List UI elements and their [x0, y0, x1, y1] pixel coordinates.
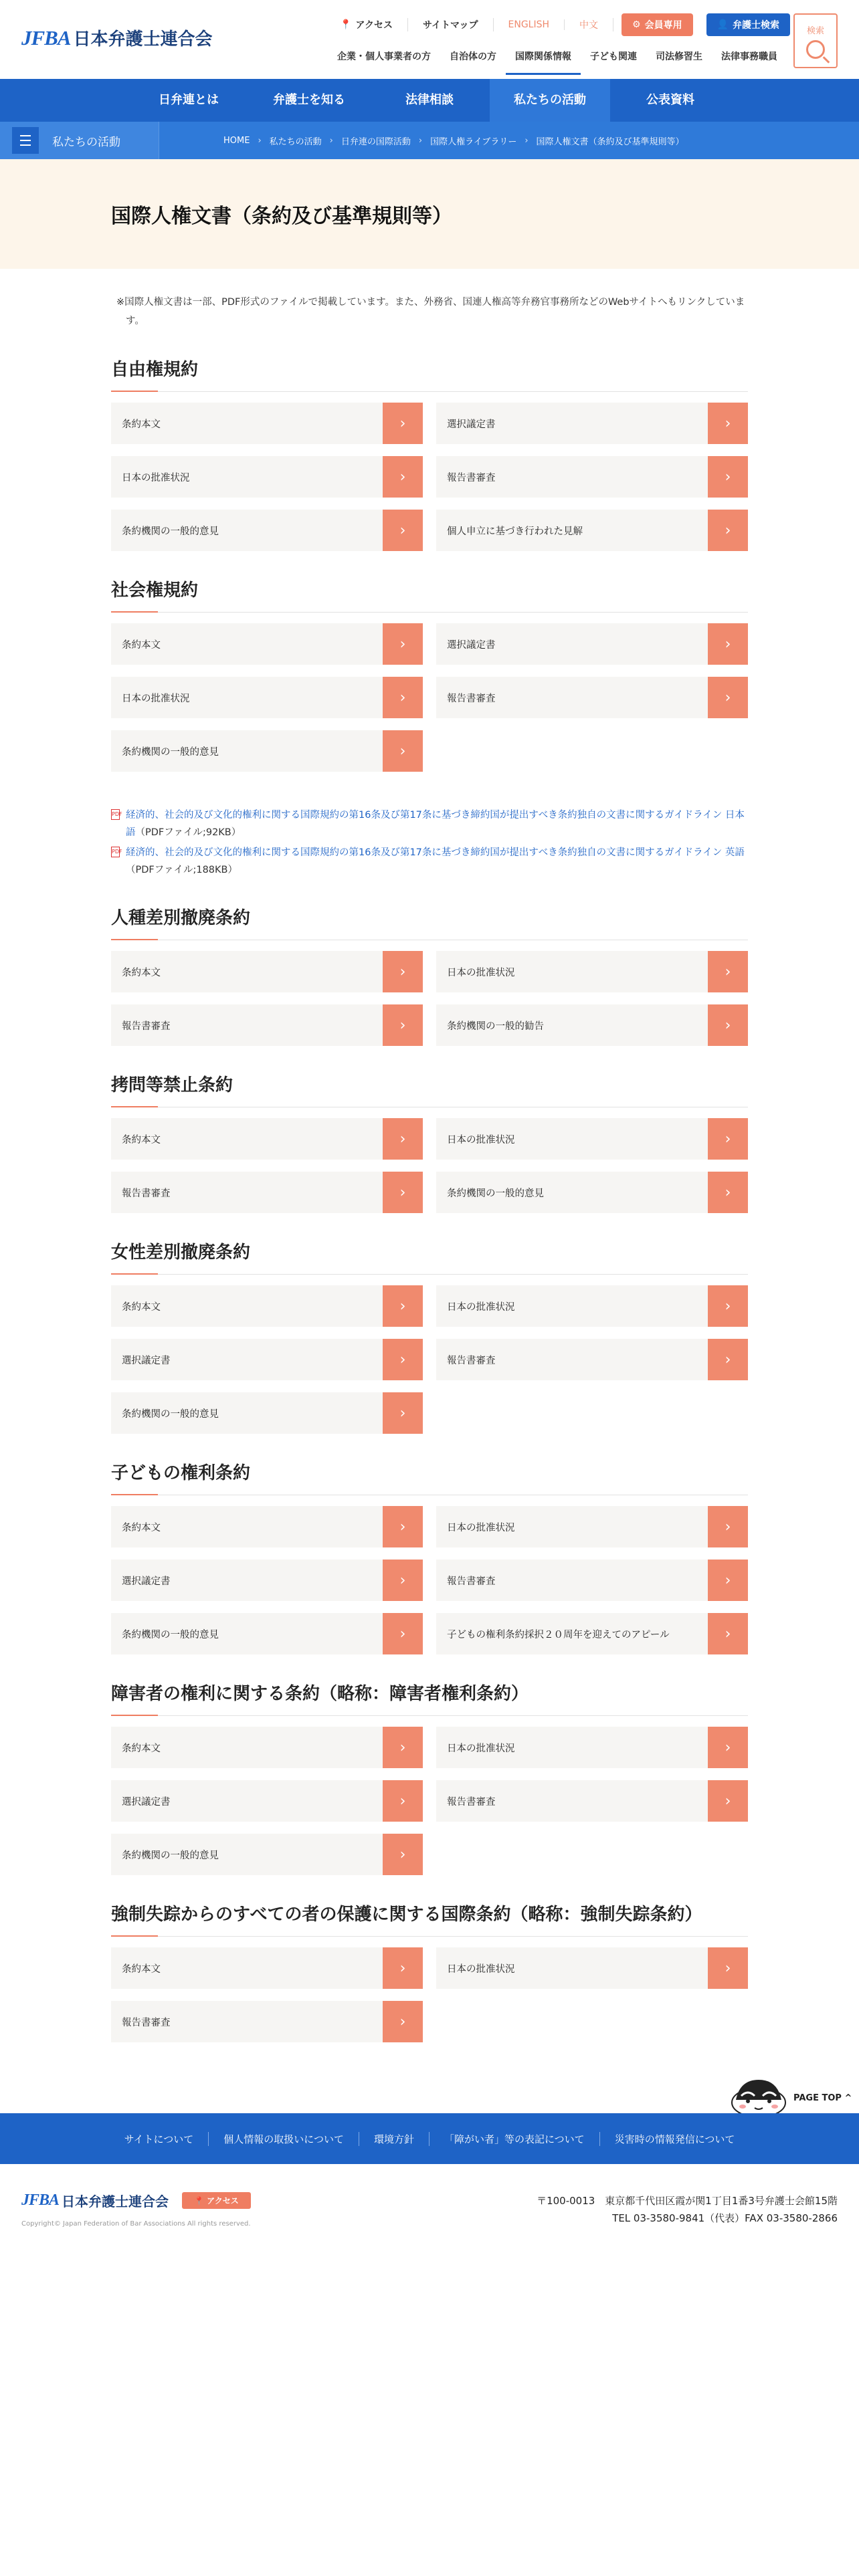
- breadcrumb-current: 国際人権文書（条約及び基準規則等）: [536, 136, 684, 147]
- treaty-section: [111, 1459, 748, 1654]
- contact-line: TEL 03-3580-9841（代表）FAX 03-3580-2866: [612, 2212, 838, 2224]
- link-card-label: 条約機関の一般的意見: [122, 746, 219, 758]
- link-card[interactable]: [111, 1780, 423, 1822]
- chevron-right-icon: ›: [708, 1947, 748, 1989]
- breadcrumb-separator-icon: ›: [258, 135, 262, 146]
- sections-container: [111, 356, 748, 2042]
- subnav-staff[interactable]: 法律事務職員: [721, 51, 777, 62]
- footer-access-button[interactable]: [182, 2192, 251, 2209]
- link-card-label: 条約本文: [122, 1134, 161, 1146]
- link-card-label: 条約機関の一般的勧告: [447, 1021, 544, 1032]
- chinese-link[interactable]: 中文: [565, 18, 613, 31]
- link-card[interactable]: [111, 1506, 423, 1547]
- logo-text: 日本弁護士連合会: [73, 29, 213, 49]
- chevron-right-icon: ›: [708, 510, 748, 551]
- link-card[interactable]: [111, 510, 423, 551]
- chevron-right-icon: ›: [383, 1506, 423, 1547]
- sitemap-link[interactable]: サイトマップ: [408, 18, 493, 31]
- page-top-label: PAGE TOP ^: [793, 2093, 852, 2103]
- link-card-label: 条約本文: [122, 419, 161, 430]
- link-card[interactable]: [111, 1004, 423, 1046]
- link-card[interactable]: [436, 1118, 748, 1160]
- chevron-right-icon: ›: [708, 1613, 748, 1654]
- chevron-right-icon: ›: [708, 1506, 748, 1547]
- link-card[interactable]: [436, 1727, 748, 1768]
- chevron-right-icon: ›: [708, 1727, 748, 1768]
- link-grid: [111, 623, 748, 772]
- link-card-label: 条約機関の一般的意見: [122, 526, 219, 537]
- section-title: 拷問等禁止条約: [111, 1071, 748, 1107]
- section-title: 自由権規約: [111, 356, 748, 392]
- mainnav-consultation[interactable]: 法律相談: [405, 93, 454, 107]
- chevron-right-icon: ›: [708, 1285, 748, 1327]
- link-card-label: 条約機関の一般的意見: [122, 1408, 219, 1420]
- link-card-label: 条約機関の一般的意見: [122, 1850, 219, 1861]
- site-search-button[interactable]: [793, 13, 838, 68]
- link-card-label: 報告書審査: [447, 693, 496, 704]
- link-card[interactable]: [436, 1004, 748, 1046]
- copyright: Copyright© Japan Federation of Bar Associations All rights reserved.: [21, 2220, 251, 2228]
- link-card[interactable]: [436, 1780, 748, 1822]
- chevron-right-icon: ›: [383, 1285, 423, 1327]
- footer-links: [0, 2113, 859, 2164]
- chevron-right-icon: ›: [383, 1118, 423, 1160]
- chevron-right-icon: ›: [383, 730, 423, 772]
- link-card-label: 日本の批准状況: [122, 693, 190, 704]
- link-card-label: 条約本文: [122, 1522, 161, 1533]
- link-card[interactable]: [436, 1613, 748, 1654]
- section-title: 社会権規約: [111, 576, 748, 613]
- breadcrumb-activities[interactable]: 私たちの活動: [269, 136, 322, 147]
- section-title: 子どもの権利条約: [111, 1459, 748, 1495]
- link-card[interactable]: [111, 951, 423, 992]
- link-grid: [111, 1727, 748, 1875]
- treaty-section: [111, 576, 748, 879]
- link-card-label: 報告書審査: [122, 1021, 171, 1032]
- subnav-trainees[interactable]: 司法修習生: [656, 51, 702, 62]
- lawyer-search-button[interactable]: [706, 13, 790, 36]
- footer-access-label: アクセス: [207, 2196, 239, 2206]
- subnav-municipality[interactable]: 自治体の方: [450, 51, 496, 62]
- subnav-business[interactable]: 企業・個人事業者の方: [337, 51, 431, 62]
- breadcrumb-separator-icon: ›: [329, 135, 333, 146]
- link-card[interactable]: [111, 456, 423, 498]
- link-card-label: 個人申立に基づき行われた見解: [447, 526, 583, 537]
- mainnav-publications[interactable]: 公表資料: [646, 93, 694, 107]
- intro-note: ※国際人権文書は一部、PDF形式のファイルで掲載しています。また、外務省、国連人権高等弁務官事務所などのWebサイトへもリンクしています。: [116, 297, 745, 326]
- link-card-label: 報告書審査: [447, 1796, 496, 1808]
- access-label: アクセス: [355, 20, 393, 31]
- chevron-right-icon: ›: [383, 1727, 423, 1768]
- link-card-label: 日本の批准状況: [447, 1743, 515, 1754]
- main-content: [111, 269, 748, 2042]
- link-card[interactable]: [436, 951, 748, 992]
- chevron-right-icon: ›: [383, 1172, 423, 1213]
- link-card-label: 条約本文: [122, 639, 161, 651]
- link-card[interactable]: [111, 730, 423, 772]
- link-card-label: 子どもの権利条約採択２０周年を迎えてのアピール: [447, 1629, 670, 1640]
- link-card[interactable]: [111, 1947, 423, 1989]
- chevron-right-icon: ›: [383, 2001, 423, 2042]
- link-card[interactable]: [111, 2001, 423, 2042]
- chevron-right-icon: ›: [708, 677, 748, 718]
- link-card[interactable]: [436, 1172, 748, 1213]
- link-card-label: 選択議定書: [122, 1576, 171, 1587]
- address: [537, 2192, 838, 2227]
- utility-nav: [325, 15, 790, 35]
- member-button[interactable]: [622, 13, 693, 36]
- treaty-section: [111, 356, 748, 551]
- link-card-label: 日本の批准状況: [122, 472, 190, 484]
- english-link[interactable]: ENGLISH: [494, 19, 565, 30]
- link-card[interactable]: [111, 1392, 423, 1434]
- mainnav-about[interactable]: 日弁連とは: [159, 93, 219, 107]
- link-card-label: 日本の批准状況: [447, 1522, 515, 1533]
- main-nav: [0, 79, 859, 122]
- link-grid: [111, 403, 748, 551]
- section-title: 女性差別撤廃条約: [111, 1239, 748, 1275]
- mainnav-lawyers[interactable]: 弁護士を知る: [273, 93, 345, 107]
- chevron-right-icon: ›: [383, 1004, 423, 1046]
- search-label: 検索: [806, 25, 824, 36]
- link-card-label: 報告書審査: [122, 1188, 171, 1199]
- link-card-label: 報告書審査: [447, 472, 496, 484]
- footer-link-environment[interactable]: 環境方針: [359, 2132, 430, 2146]
- link-card-label: 日本の批准状況: [447, 967, 515, 978]
- breadcrumb-bar: [0, 122, 859, 159]
- treaty-section: [111, 1901, 748, 2042]
- link-card-label: 条約本文: [122, 1301, 161, 1313]
- link-card-label: 選択議定書: [122, 1355, 171, 1366]
- chevron-right-icon: ›: [383, 1780, 423, 1822]
- link-card-label: 報告書審査: [447, 1576, 496, 1587]
- chevron-right-icon: ›: [383, 403, 423, 444]
- chevron-right-icon: ›: [708, 1780, 748, 1822]
- section-title: 強制失踪からのすべての者の保護に関する国際条約（略称：強制失踪条約）: [111, 1901, 748, 1937]
- chevron-right-icon: ›: [708, 403, 748, 444]
- chevron-right-icon: ›: [383, 456, 423, 498]
- breadcrumb-library[interactable]: 国際人権ライブラリー: [430, 136, 517, 147]
- treaty-section: [111, 1239, 748, 1434]
- link-card-label: 日本の批准状況: [447, 1301, 515, 1313]
- mascot-icon: [728, 2073, 789, 2113]
- section-menu-toggle[interactable]: [0, 122, 159, 159]
- mainnav-activities[interactable]: 私たちの活動: [490, 79, 610, 122]
- footer-logo[interactable]: [21, 2191, 169, 2210]
- chevron-right-icon: ›: [708, 1560, 748, 1601]
- chevron-right-icon: ›: [383, 510, 423, 551]
- pdf-file-info: （PDFファイル;92KB）: [135, 827, 242, 838]
- link-card[interactable]: [111, 403, 423, 444]
- chevron-right-icon: ›: [708, 1004, 748, 1046]
- page-title: 国際人権文書（条約及び基準規則等）: [111, 205, 452, 228]
- subnav-children[interactable]: 子ども関連: [590, 51, 637, 62]
- link-card-label: 報告書審査: [122, 2017, 171, 2028]
- chevron-right-icon: ›: [383, 623, 423, 665]
- footer-link-disaster[interactable]: 災害時の情報発信について: [614, 2133, 735, 2145]
- site-footer: [0, 2164, 859, 2244]
- pdf-link-text: 経済的、社会的及び文化的権利に関する国際規約の第16条及び第17条に基づき締約国が提出すべき条約独自の文書に関するガイドライン 英語: [126, 847, 745, 858]
- breadcrumb-home[interactable]: HOME: [223, 135, 250, 146]
- pdf-icon: PDF: [111, 847, 120, 857]
- link-card[interactable]: [436, 510, 748, 551]
- site-header: [0, 0, 859, 79]
- link-card[interactable]: [436, 1339, 748, 1380]
- map-pin-icon: 📍: [340, 19, 352, 30]
- person-icon: 👤: [717, 19, 729, 30]
- link-card[interactable]: [436, 403, 748, 444]
- link-grid: [111, 951, 748, 1046]
- breadcrumb-international[interactable]: 日弁連の国際活動: [341, 136, 411, 147]
- treaty-section: [111, 904, 748, 1046]
- link-card-label: 条約本文: [122, 1963, 161, 1975]
- link-grid: [111, 1506, 748, 1654]
- section-title: 人種差別撤廃条約: [111, 904, 748, 940]
- link-card[interactable]: [111, 1727, 423, 1768]
- link-card[interactable]: [436, 1285, 748, 1327]
- link-card[interactable]: [111, 1285, 423, 1327]
- map-pin-icon: 📍: [194, 2196, 207, 2206]
- subnav-international[interactable]: 国際関係情報: [506, 51, 581, 75]
- link-card-label: 日本の批准状況: [447, 1134, 515, 1146]
- link-card[interactable]: [436, 677, 748, 718]
- link-card-label: 条約機関の一般的意見: [447, 1188, 544, 1199]
- pdf-file-info: （PDFファイル;188KB）: [126, 865, 237, 875]
- pdf-icon: PDF: [111, 809, 120, 820]
- logo-mark: JFBA: [21, 25, 71, 49]
- breadcrumb-separator-icon: ›: [418, 135, 423, 146]
- link-card[interactable]: [111, 623, 423, 665]
- chevron-right-icon: ›: [383, 1560, 423, 1601]
- chevron-right-icon: ›: [383, 1947, 423, 1989]
- link-card[interactable]: [111, 1118, 423, 1160]
- audience-nav: [328, 51, 787, 75]
- footer-logo-mark: JFBA: [21, 2191, 60, 2209]
- link-card[interactable]: [436, 1947, 748, 1989]
- chevron-right-icon: ›: [383, 1834, 423, 1875]
- search-icon: [806, 40, 825, 59]
- gear-icon: ⚙: [632, 19, 641, 30]
- link-card-label: 選択議定書: [122, 1796, 171, 1808]
- chevron-right-icon: ›: [383, 1613, 423, 1654]
- link-grid: [111, 1285, 748, 1434]
- section-title: 障害者の権利に関する条約（略称：障害者権利条約）: [111, 1680, 748, 1716]
- link-card[interactable]: [111, 677, 423, 718]
- footer-logo-text: 日本弁護士連合会: [62, 2193, 169, 2210]
- link-grid: [111, 1947, 748, 2042]
- link-card-label: 選択議定書: [447, 419, 496, 430]
- breadcrumb: [223, 134, 692, 147]
- pdf-link[interactable]: [111, 807, 748, 841]
- chevron-right-icon: ›: [383, 1339, 423, 1380]
- member-label: 会員専用: [644, 20, 682, 31]
- chevron-right-icon: ›: [708, 951, 748, 992]
- pdf-list: [111, 807, 748, 879]
- link-card-label: 条約本文: [122, 1743, 161, 1754]
- chevron-right-icon: ›: [383, 1392, 423, 1434]
- link-card-label: 条約本文: [122, 967, 161, 978]
- address-line: 〒100-0013 東京都千代田区霞が関1丁目1番3号弁護士会館15階: [537, 2195, 838, 2207]
- lawyer-search-label: 弁護士検索: [733, 20, 780, 31]
- section-tab-label: 私たちの活動: [52, 135, 120, 149]
- footer-link-privacy[interactable]: 個人情報の取扱いについて: [209, 2132, 359, 2146]
- link-card[interactable]: [436, 456, 748, 498]
- link-card[interactable]: [111, 1834, 423, 1875]
- footer-link-about[interactable]: サイトについて: [110, 2132, 209, 2146]
- menu-icon: [12, 127, 39, 154]
- footer-link-notation[interactable]: 「障がい者」等の表記について: [430, 2132, 600, 2146]
- title-band: [0, 159, 859, 269]
- link-card-label: 条約機関の一般的意見: [122, 1629, 219, 1640]
- breadcrumb-separator-icon: ›: [524, 135, 529, 146]
- chevron-right-icon: ›: [383, 677, 423, 718]
- treaty-section: [111, 1680, 748, 1875]
- chevron-right-icon: ›: [708, 1339, 748, 1380]
- link-card-label: 選択議定書: [447, 639, 496, 651]
- access-link[interactable]: [325, 18, 408, 31]
- link-card[interactable]: [111, 1560, 423, 1601]
- link-grid: [111, 1118, 748, 1213]
- link-card-label: 日本の批准状況: [447, 1963, 515, 1975]
- pdf-link-text: 経済的、社会的及び文化的権利に関する国際規約の第16条及び第17条に基づき締約国が提出すべき条約独自の文書に関するガイドライン 日本語: [126, 810, 745, 838]
- link-card[interactable]: [111, 1339, 423, 1380]
- chevron-right-icon: ›: [708, 1118, 748, 1160]
- page-top-button[interactable]: [728, 2073, 855, 2113]
- link-card[interactable]: [436, 1506, 748, 1547]
- link-card[interactable]: [436, 1560, 748, 1601]
- pdf-link[interactable]: [111, 844, 748, 879]
- link-card-label: 報告書審査: [447, 1355, 496, 1366]
- chevron-right-icon: ›: [383, 951, 423, 992]
- link-card[interactable]: [436, 623, 748, 665]
- chevron-right-icon: ›: [708, 623, 748, 665]
- chevron-right-icon: ›: [708, 456, 748, 498]
- link-card[interactable]: [111, 1172, 423, 1213]
- site-logo[interactable]: [21, 25, 213, 50]
- chevron-right-icon: ›: [708, 1172, 748, 1213]
- link-card[interactable]: [111, 1613, 423, 1654]
- treaty-section: [111, 1071, 748, 1213]
